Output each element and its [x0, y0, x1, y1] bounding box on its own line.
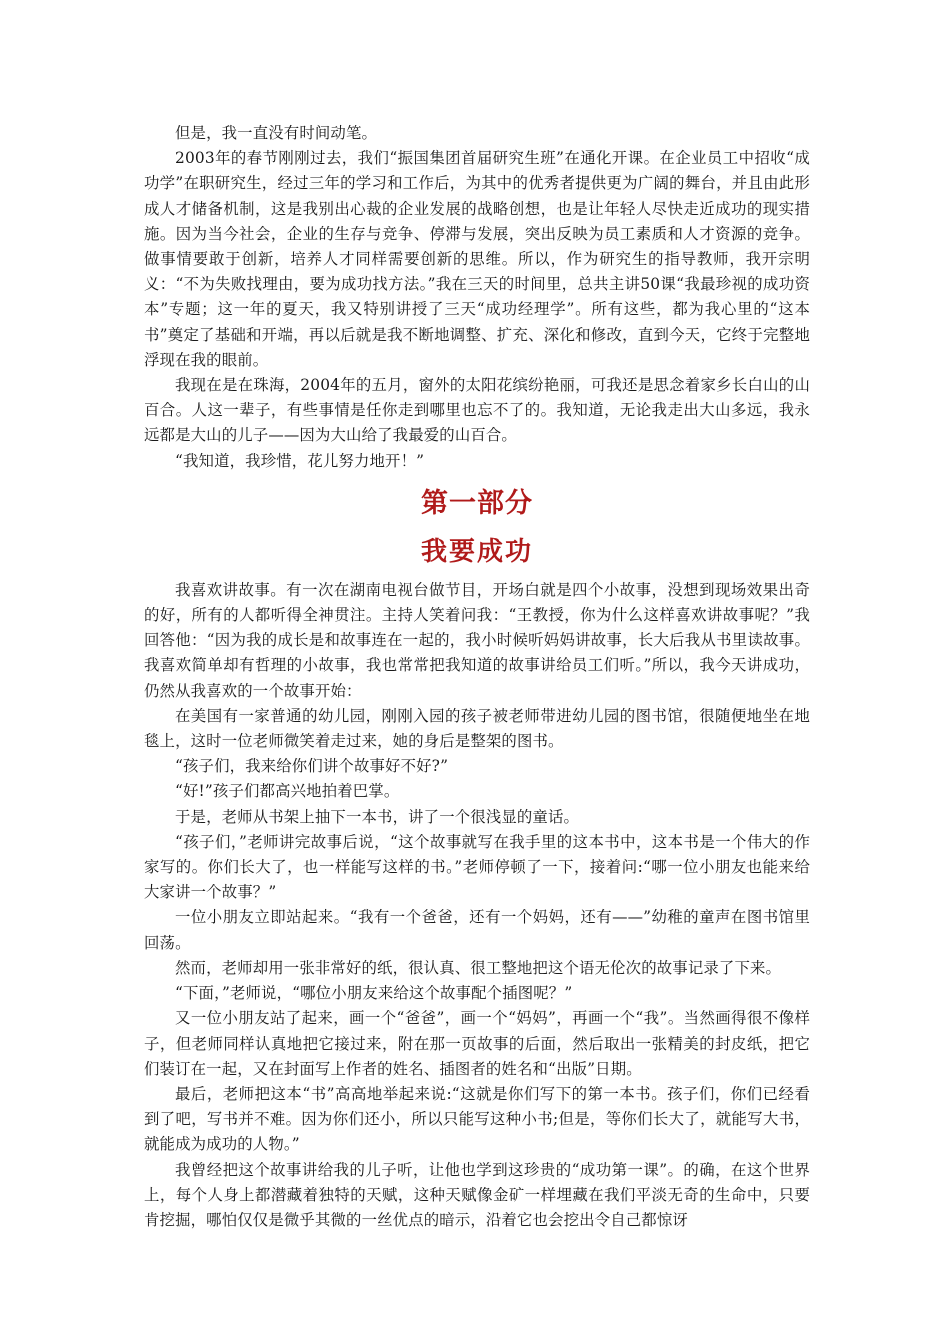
document-page: [144, 121, 810, 1233]
part-title: 第一部分: [421, 487, 533, 519]
body-paragraph: 一位小朋友立即站起来。“我有一个爸爸，还有一个妈妈，还有——”幼稚的童声在图书馆里回荡。: [144, 908, 810, 952]
body-paragraph: 最后，老师把这本“书”高高地举起来说:“这就是你们写下的第一本书。孩子们，你们已经看到了吧，写书并不难。因为你们还小，所以只能写这种小书;但是，等你们长大了，就能写大书，就能成为成功的人物。”: [144, 1084, 810, 1154]
body-paragraph: 我现在是在珠海，2004年的五月，窗外的太阳花缤纷艳丽，可我还是思念着家乡长白山的山百合。人这一辈子，有些事情是任你走到哪里也忘不了的。我知道，无论我走出大山多远，我永远都是大山的儿子——因为大山给了我最爱的山百合。: [144, 376, 810, 445]
body-paragraph: “下面，”老师说，“哪位小朋友来给这个故事配个插图呢？”: [175, 984, 573, 1003]
body-paragraph: 我曾经把这个故事讲给我的儿子听，让他也学到这珍贵的“成功第一课”。的确，在这个世界上，每个人身上都潜藏着独特的天赋，这种天赋像金矿一样埋藏在我们平淡无奇的生命中，只要肯挖掘，哪怕仅仅是微乎其微的一丝优点的暗示，沿着它也会挖出令自己都惊讶: [144, 1160, 810, 1229]
body-paragraph: 在美国有一家普通的幼儿园，刚刚入园的孩子被老师带进幼儿园的图书馆，很随便地坐在地毯上，这时一位老师微笑着走过来，她的身后是整架的图书。: [144, 706, 810, 751]
body-paragraph: “好!”孩子们都高兴地拍着巴掌。: [175, 782, 400, 801]
body-paragraph: 2003年的春节刚刚过去，我们“振国集团首届研究生班”在通化开课。在企业员工中招收“成功学”在职研究生，经过三年的学习和工作后，为其中的优秀者提供更为广阔的舞台，并且由此形成人才储备机制，这是我别出心裁的企业发展的战略创想，也是让年轻人尽快走近成功的现实措施。因为当今社会，企业的生存与竞争、停滞与发展，突出反映为员工素质和人才资源的竞争。做事情要敢于创新，培养人才同样需要创新的思维。所以，作为研究生的指导教师，我开宗明义：“不为失败找理由，要为成功找方法。”我在三天的时间里，总共主讲50课“我最珍视的成功资本”专题；这一年的夏天，我又特别讲授了三天“成功经理学”。所有这些，都为我心里的“这本书”奠定了基础和开端，再以后就是我不断地调整、扩充、深化和修改，直到今天，它终于完整地浮现在我的眼前。: [144, 149, 810, 369]
body-paragraph: 于是，老师从书架上抽下一本书，讲了一个很浅显的童话。: [175, 807, 580, 826]
body-paragraph: 又一位小朋友站了起来，画一个“爸爸”，画一个“妈妈”，再画一个“我”。当然画得很不像样子，但老师同样认真地把它接过来，附在那一页故事的后面，然后取出一张精美的封皮纸，把它们装订在一起，又在封面写上作者的姓名、插图者的姓名和“出版”日期。: [144, 1009, 810, 1078]
body-paragraph: “我知道，我珍惜，花儿努力地开！”: [175, 451, 425, 470]
body-paragraph: “孩子们，我来给你们讲个故事好不好?”: [175, 757, 449, 776]
body-paragraph: 我喜欢讲故事。有一次在湖南电视台做节目，开场白就是四个小故事，没想到现场效果出奇的好，所有的人都听得全神贯注。主持人笑着问我：“王教授，你为什么这样喜欢讲故事呢？”我回答他：“因为我的成长是和故事连在一起的，我小时候听妈妈讲故事，长大后我从书里读故事。我喜欢简单却有哲理的小故事，我也常常把我知道的故事讲给员工们听。”所以，我今天讲成功，仍然从我喜欢的一个故事开始：: [144, 580, 810, 700]
body-paragraph: “孩子们，”老师讲完故事后说，“这个故事就写在我手里的这本书中，这本书是一个伟大的作家写的。你们长大了，也一样能写这样的书。”老师停顿了一下，接着问:“哪一位小朋友也能来给大家讲一个故事？”: [144, 832, 810, 902]
body-paragraph: 然而，老师却用一张非常好的纸，很认真、很工整地把这个语无伦次的故事记录了下来。: [175, 958, 782, 977]
body-paragraph: 但是，我一直没有时间动笔。: [175, 124, 378, 142]
chapter-title: 我要成功: [420, 536, 533, 567]
